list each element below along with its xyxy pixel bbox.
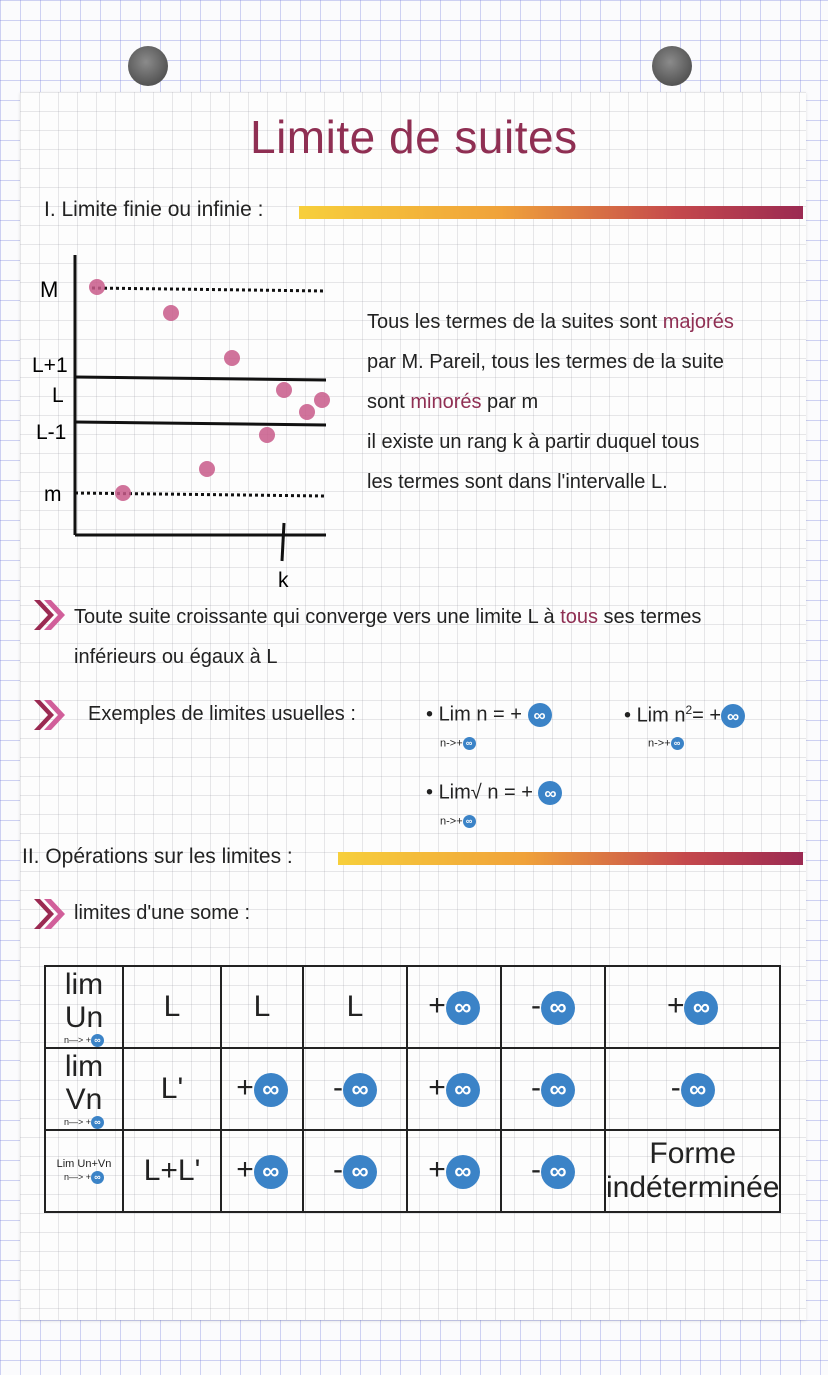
infinity-icon: ∞ — [343, 1073, 377, 1107]
cell: - ∞ — [605, 1048, 780, 1130]
majores-highlight: majorés — [662, 311, 734, 333]
sequence-point — [224, 350, 240, 366]
infinity-icon: ∞ — [446, 1073, 480, 1107]
infinity-icon: ∞ — [254, 1155, 288, 1189]
section-2-underline-bar — [338, 852, 803, 865]
cell: - ∞ — [303, 1130, 407, 1212]
infinity-icon: ∞ — [446, 1155, 480, 1189]
bounded-sequence-graph — [30, 245, 340, 595]
binder-hole-left — [128, 46, 168, 86]
example-lim-n: • Lim n = + ∞ — [426, 703, 552, 727]
page-title: Limite de suites — [250, 111, 578, 163]
infinity-icon: ∞ — [681, 1073, 715, 1107]
table-row — [45, 1130, 780, 1212]
sequence-point — [314, 392, 330, 408]
cell: + ∞ — [221, 1048, 303, 1130]
infinity-icon: ∞ — [254, 1073, 288, 1107]
infinity-icon: ∞ — [528, 703, 552, 727]
k-tick — [282, 523, 284, 561]
label-L: L — [52, 384, 64, 407]
cell: + ∞ — [605, 966, 780, 1048]
cell: + ∞ — [407, 966, 501, 1048]
sequence-point — [259, 427, 275, 443]
section-2-heading: II. Opérations sur les limites : — [22, 845, 293, 868]
sum-limits-table — [44, 965, 781, 1213]
label-m: m — [44, 483, 62, 506]
label-L-minus-1: L-1 — [36, 421, 67, 444]
label-M: M — [40, 277, 59, 302]
double-chevron-icon — [32, 698, 68, 732]
section-1-heading: I. Limite finie ou infinie : — [44, 198, 264, 221]
cell: L — [303, 966, 407, 1048]
cell: L — [123, 966, 221, 1048]
sequence-point — [89, 279, 105, 295]
infinity-icon: ∞ — [463, 815, 476, 828]
sequence-point — [163, 305, 179, 321]
examples-label: Exemples de limites usuelles : — [88, 703, 356, 725]
example-lim-n-squared-subscript: n->+ ∞ — [648, 737, 684, 750]
example-lim-sqrt-n-subscript: n->+ ∞ — [440, 815, 476, 828]
cell: - ∞ — [501, 1048, 605, 1130]
sequence-point — [199, 461, 215, 477]
infinity-icon: ∞ — [91, 1171, 104, 1184]
row-header-lim-un: lim Un n—> + ∞ — [45, 966, 123, 1048]
sequence-point — [299, 404, 315, 420]
minores-highlight: minorés — [410, 391, 482, 413]
example-lim-n-squared: • Lim $n^2=$ + ∞ — [624, 703, 745, 728]
cell: - ∞ — [501, 966, 605, 1048]
cell: L+L' — [123, 1130, 221, 1212]
infinity-icon: ∞ — [721, 704, 745, 728]
infinity-icon: ∞ — [343, 1155, 377, 1189]
cell: L — [221, 966, 303, 1048]
infinity-icon: ∞ — [541, 1073, 575, 1107]
indeterminate-form-cell: Forme indéterminée — [605, 1130, 780, 1212]
table-row — [45, 966, 780, 1048]
sequence-point — [115, 485, 131, 501]
infinity-icon: ∞ — [541, 1155, 575, 1189]
upper-bound-M-line — [92, 288, 326, 291]
row-header-lim-sum: Lim Un+Vn n—> + ∞ — [45, 1130, 123, 1212]
example-lim-sqrt-n: • Lim√ n = + ∞ — [426, 781, 562, 805]
row-header-lim-vn: lim Vn n—> + ∞ — [45, 1048, 123, 1130]
example-lim-n-subscript: n->+ ∞ — [440, 737, 476, 750]
infinity-icon: ∞ — [684, 991, 718, 1025]
sequence-point — [276, 382, 292, 398]
section-1-underline-bar — [299, 206, 803, 219]
table-row — [45, 1048, 780, 1130]
convergence-statement: Toute suite croissante qui converge vers une limite L à tous ses termes inférieurs ou égaux à L — [74, 606, 702, 668]
tous-highlight: tous — [560, 606, 598, 628]
double-chevron-icon — [32, 897, 68, 931]
cell: - ∞ — [303, 1048, 407, 1130]
infinity-icon: ∞ — [91, 1034, 104, 1047]
infinity-icon: ∞ — [91, 1116, 104, 1129]
cell: + ∞ — [407, 1048, 501, 1130]
L-plus-1-line — [75, 377, 326, 380]
sum-limits-label: limites d'une some : — [74, 902, 251, 924]
infinity-icon: ∞ — [541, 991, 575, 1025]
cell: L' — [123, 1048, 221, 1130]
infinity-icon: ∞ — [463, 737, 476, 750]
explanation-paragraph: Tous les termes de la suites sont majorés par M. Pareil, tous les termes de la suite sont minorés par m il existe un rang k à partir duquel tous les termes sont dans l'intervalle L. — [367, 311, 734, 493]
label-L-plus-1: L+1 — [32, 354, 68, 377]
cell: - ∞ — [501, 1130, 605, 1212]
binder-hole-right — [652, 46, 692, 86]
cell: + ∞ — [407, 1130, 501, 1212]
infinity-icon: ∞ — [446, 991, 480, 1025]
infinity-icon: ∞ — [671, 737, 684, 750]
sequence-points — [89, 279, 330, 501]
label-k: k — [278, 569, 289, 592]
cell: + ∞ — [221, 1130, 303, 1212]
L-minus-1-line — [75, 422, 326, 425]
lower-bound-m-line — [75, 493, 326, 496]
infinity-icon: ∞ — [538, 781, 562, 805]
double-chevron-icon — [32, 598, 68, 632]
